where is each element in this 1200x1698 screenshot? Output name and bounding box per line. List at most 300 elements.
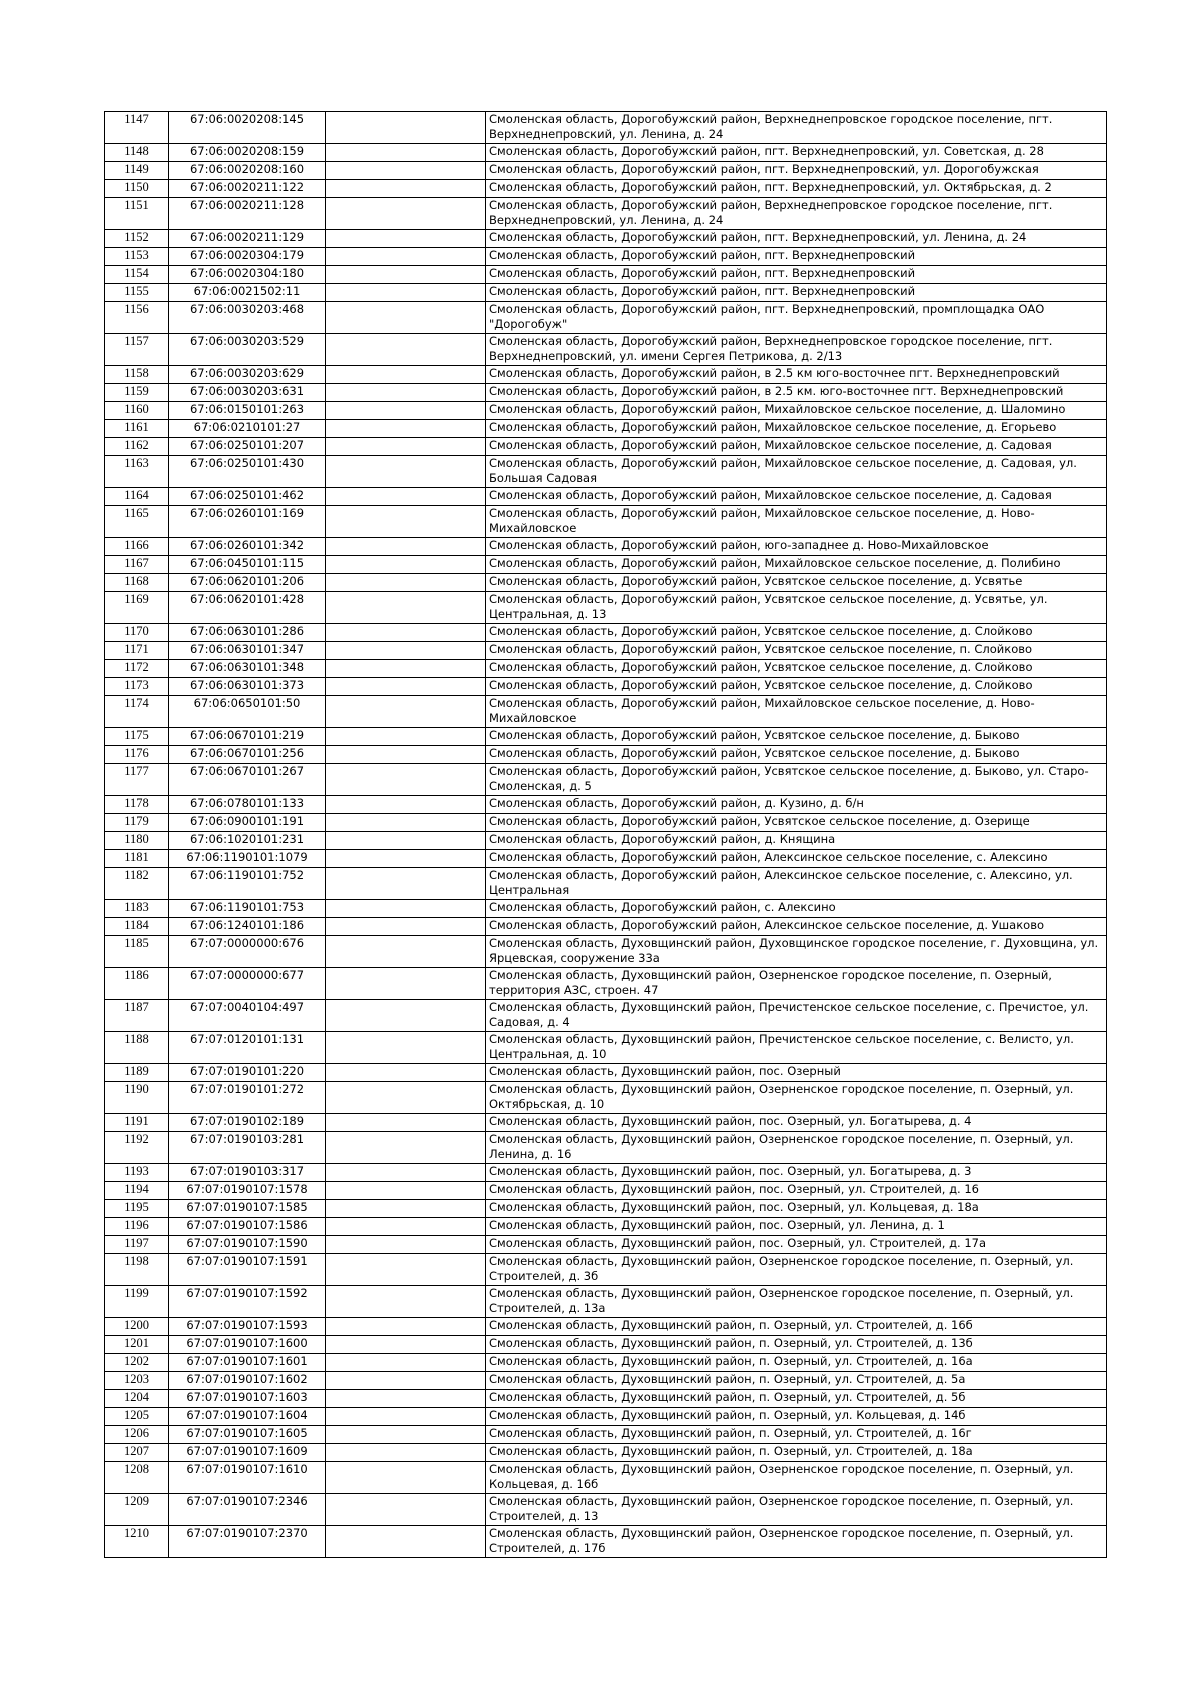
address: Смоленская область, Дорогобужский район, пгт. Верхнеднепровский bbox=[486, 248, 1107, 266]
table-row bbox=[105, 334, 1107, 366]
row-number: 1190 bbox=[105, 1082, 169, 1114]
table-row bbox=[105, 592, 1107, 624]
cadastral-number: 67:06:0150101:263 bbox=[169, 402, 326, 420]
address: Смоленская область, Духовщинский район, п. Озерный, ул. Строителей, д. 16б bbox=[486, 1318, 1107, 1336]
row-number: 1171 bbox=[105, 642, 169, 660]
address: Смоленская область, Дорогобужский район, Алексинское сельское поселение, д. Ушаково bbox=[486, 918, 1107, 936]
row-number: 1200 bbox=[105, 1318, 169, 1336]
address: Смоленская область, Дорогобужский район, Верхнеднепровское городское поселение, пгт. Верхнеднепровский, ул. имени Сергея Петрикова, д. 2/13 bbox=[486, 334, 1107, 366]
address: Смоленская область, Дорогобужский район, Усвятское сельское поселение, д. Усвятье bbox=[486, 574, 1107, 592]
empty-cell bbox=[326, 402, 486, 420]
address: Смоленская область, Дорогобужский район, Михайловское сельское поселение, д. Шаломино bbox=[486, 402, 1107, 420]
cadastral-number: 67:06:0030203:629 bbox=[169, 366, 326, 384]
empty-cell bbox=[326, 284, 486, 302]
table-row bbox=[105, 814, 1107, 832]
address: Смоленская область, Дорогобужский район, Алексинское сельское поселение, с. Алексино, ул. Центральная bbox=[486, 868, 1107, 900]
cadastral-number: 67:06:0260101:342 bbox=[169, 538, 326, 556]
row-number: 1177 bbox=[105, 764, 169, 796]
address: Смоленская область, Духовщинский район, п. Озерный, ул. Строителей, д. 5а bbox=[486, 1372, 1107, 1390]
row-number: 1158 bbox=[105, 366, 169, 384]
empty-cell bbox=[326, 366, 486, 384]
row-number: 1167 bbox=[105, 556, 169, 574]
cadastral-number: 67:07:0190107:1603 bbox=[169, 1390, 326, 1408]
cadastral-number: 67:07:0190107:1592 bbox=[169, 1286, 326, 1318]
table-row bbox=[105, 266, 1107, 284]
address: Смоленская область, Дорогобужский район, пгт. Верхнеднепровский, ул. Дорогобужская bbox=[486, 162, 1107, 180]
table-row bbox=[105, 284, 1107, 302]
cadastral-number: 67:06:0021502:11 bbox=[169, 284, 326, 302]
table-row bbox=[105, 456, 1107, 488]
table-row bbox=[105, 1254, 1107, 1286]
empty-cell bbox=[326, 1354, 486, 1372]
table-row bbox=[105, 1336, 1107, 1354]
empty-cell bbox=[326, 1318, 486, 1336]
table-row bbox=[105, 574, 1107, 592]
row-number: 1206 bbox=[105, 1426, 169, 1444]
address: Смоленская область, Духовщинский район, Озерненское городское поселение, п. Озерный, ул. Строителей, д. 13 bbox=[486, 1494, 1107, 1526]
table-row bbox=[105, 1408, 1107, 1426]
address: Смоленская область, Духовщинский район, Пречистенское сельское поселение, с. Велисто, ул. Центральная, д. 10 bbox=[486, 1032, 1107, 1064]
cadastral-number: 67:06:0020208:159 bbox=[169, 144, 326, 162]
empty-cell bbox=[326, 1218, 486, 1236]
address: Смоленская область, Дорогобужский район, пгт. Верхнеднепровский, промплощадка ОАО "Дорогобуж" bbox=[486, 302, 1107, 334]
empty-cell bbox=[326, 832, 486, 850]
empty-cell bbox=[326, 592, 486, 624]
cadastral-number: 67:07:0190107:1590 bbox=[169, 1236, 326, 1254]
cadastral-number: 67:06:0250101:430 bbox=[169, 456, 326, 488]
cadastral-number: 67:06:1190101:752 bbox=[169, 868, 326, 900]
row-number: 1176 bbox=[105, 746, 169, 764]
table-row bbox=[105, 248, 1107, 266]
cadastral-number: 67:06:0670101:219 bbox=[169, 728, 326, 746]
table-row bbox=[105, 850, 1107, 868]
address: Смоленская область, Духовщинский район, Озерненское городское поселение, п. Озерный, территория АЗС, строен. 47 bbox=[486, 968, 1107, 1000]
row-number: 1208 bbox=[105, 1462, 169, 1494]
cadastral-number: 67:06:0020208:145 bbox=[169, 112, 326, 144]
empty-cell bbox=[326, 438, 486, 456]
address: Смоленская область, Духовщинский район, п. Озерный, ул. Строителей, д. 16а bbox=[486, 1354, 1107, 1372]
row-number: 1192 bbox=[105, 1132, 169, 1164]
table-row bbox=[105, 162, 1107, 180]
table-row bbox=[105, 968, 1107, 1000]
row-number: 1154 bbox=[105, 266, 169, 284]
cadastral-number: 67:06:0030203:468 bbox=[169, 302, 326, 334]
cadastral-number: 67:06:0630101:347 bbox=[169, 642, 326, 660]
address: Смоленская область, Дорогобужский район, пгт. Верхнеднепровский, ул. Октябрьская, д. 2 bbox=[486, 180, 1107, 198]
registry-table-body bbox=[105, 112, 1107, 1558]
empty-cell bbox=[326, 1254, 486, 1286]
table-row bbox=[105, 678, 1107, 696]
cadastral-number: 67:06:0030203:631 bbox=[169, 384, 326, 402]
cadastral-number: 67:07:0190107:1591 bbox=[169, 1254, 326, 1286]
row-number: 1173 bbox=[105, 678, 169, 696]
row-number: 1181 bbox=[105, 850, 169, 868]
address: Смоленская область, Дорогобужский район, Алексинское сельское поселение, с. Алексино bbox=[486, 850, 1107, 868]
address: Смоленская область, Духовщинский район, пос. Озерный, ул. Богатырева, д. 3 bbox=[486, 1164, 1107, 1182]
address: Смоленская область, Дорогобужский район, Усвятское сельское поселение, д. Усвятье, ул. Центральная, д. 13 bbox=[486, 592, 1107, 624]
cadastral-number: 67:07:0190102:189 bbox=[169, 1114, 326, 1132]
row-number: 1149 bbox=[105, 162, 169, 180]
table-row bbox=[105, 180, 1107, 198]
row-number: 1172 bbox=[105, 660, 169, 678]
address: Смоленская область, Духовщинский район, п. Озерный, ул. Строителей, д. 18а bbox=[486, 1444, 1107, 1462]
address: Смоленская область, Дорогобужский район, пгт. Верхнеднепровский bbox=[486, 284, 1107, 302]
empty-cell bbox=[326, 574, 486, 592]
row-number: 1184 bbox=[105, 918, 169, 936]
address: Смоленская область, Дорогобужский район, пгт. Верхнеднепровский bbox=[486, 266, 1107, 284]
row-number: 1203 bbox=[105, 1372, 169, 1390]
cadastral-number: 67:06:0630101:348 bbox=[169, 660, 326, 678]
cadastral-number: 67:07:0040104:497 bbox=[169, 1000, 326, 1032]
cadastral-number: 67:07:0190107:1601 bbox=[169, 1354, 326, 1372]
row-number: 1201 bbox=[105, 1336, 169, 1354]
row-number: 1186 bbox=[105, 968, 169, 1000]
empty-cell bbox=[326, 1200, 486, 1218]
table-row bbox=[105, 112, 1107, 144]
empty-cell bbox=[326, 660, 486, 678]
address: Смоленская область, Дорогобужский район, Михайловское сельское поселение, д. Ново-Михайловское bbox=[486, 696, 1107, 728]
table-row bbox=[105, 1200, 1107, 1218]
table-row bbox=[105, 230, 1107, 248]
row-number: 1187 bbox=[105, 1000, 169, 1032]
row-number: 1196 bbox=[105, 1218, 169, 1236]
empty-cell bbox=[326, 814, 486, 832]
address: Смоленская область, Дорогобужский район, Усвятское сельское поселение, д. Слойково bbox=[486, 624, 1107, 642]
address: Смоленская область, Духовщинский район, Озерненское городское поселение, п. Озерный, ул. Строителей, д. 3б bbox=[486, 1254, 1107, 1286]
table-row bbox=[105, 384, 1107, 402]
cadastral-number: 67:06:0030203:529 bbox=[169, 334, 326, 366]
empty-cell bbox=[326, 1444, 486, 1462]
address: Смоленская область, Дорогобужский район, пгт. Верхнеднепровский, ул. Советская, д. 28 bbox=[486, 144, 1107, 162]
empty-cell bbox=[326, 642, 486, 660]
row-number: 1159 bbox=[105, 384, 169, 402]
address: Смоленская область, Дорогобужский район, Михайловское сельское поселение, д. Егорьево bbox=[486, 420, 1107, 438]
row-number: 1174 bbox=[105, 696, 169, 728]
empty-cell bbox=[326, 144, 486, 162]
empty-cell bbox=[326, 1164, 486, 1182]
cadastral-number: 67:06:0670101:256 bbox=[169, 746, 326, 764]
address: Смоленская область, Духовщинский район, Озерненское городское поселение, п. Озерный, ул. Строителей, д. 17б bbox=[486, 1526, 1107, 1558]
empty-cell bbox=[326, 266, 486, 284]
row-number: 1157 bbox=[105, 334, 169, 366]
table-row bbox=[105, 1286, 1107, 1318]
address: Смоленская область, Дорогобужский район, Усвятское сельское поселение, п. Слойково bbox=[486, 642, 1107, 660]
table-row bbox=[105, 936, 1107, 968]
address: Смоленская область, Дорогобужский район, Верхнеднепровское городское поселение, пгт. Верхнеднепровский, ул. Ленина, д. 24 bbox=[486, 198, 1107, 230]
table-row bbox=[105, 366, 1107, 384]
cadastral-number: 67:06:0620101:428 bbox=[169, 592, 326, 624]
cadastral-number: 67:07:0190101:220 bbox=[169, 1064, 326, 1082]
empty-cell bbox=[326, 248, 486, 266]
empty-cell bbox=[326, 488, 486, 506]
address: Смоленская область, Дорогобужский район, Михайловское сельское поселение, д. Полибино bbox=[486, 556, 1107, 574]
cadastral-number: 67:07:0120101:131 bbox=[169, 1032, 326, 1064]
cadastral-number: 67:07:0190107:1604 bbox=[169, 1408, 326, 1426]
row-number: 1156 bbox=[105, 302, 169, 334]
row-number: 1155 bbox=[105, 284, 169, 302]
row-number: 1165 bbox=[105, 506, 169, 538]
address: Смоленская область, Дорогобужский район, Усвятское сельское поселение, д. Быково, ул. Старо-Смоленская, д. 5 bbox=[486, 764, 1107, 796]
address: Смоленская область, Духовщинский район, пос. Озерный, ул. Строителей, д. 17а bbox=[486, 1236, 1107, 1254]
table-row bbox=[105, 1444, 1107, 1462]
empty-cell bbox=[326, 180, 486, 198]
cadastral-number: 67:06:1190101:753 bbox=[169, 900, 326, 918]
row-number: 1179 bbox=[105, 814, 169, 832]
address: Смоленская область, Духовщинский район, Озерненское городское поселение, п. Озерный, ул. Октябрьская, д. 10 bbox=[486, 1082, 1107, 1114]
cadastral-number: 67:06:0250101:462 bbox=[169, 488, 326, 506]
cadastral-number: 67:06:0250101:207 bbox=[169, 438, 326, 456]
empty-cell bbox=[326, 1132, 486, 1164]
row-number: 1204 bbox=[105, 1390, 169, 1408]
address: Смоленская область, Дорогобужский район, д. Кузино, д. б/н bbox=[486, 796, 1107, 814]
empty-cell bbox=[326, 1182, 486, 1200]
row-number: 1151 bbox=[105, 198, 169, 230]
cadastral-number: 67:06:0450101:115 bbox=[169, 556, 326, 574]
table-row bbox=[105, 1236, 1107, 1254]
address: Смоленская область, Духовщинский район, Пречистенское сельское поселение, с. Пречистое, ул. Садовая, д. 4 bbox=[486, 1000, 1107, 1032]
address: Смоленская область, Духовщинский район, п. Озерный, ул. Строителей, д. 13б bbox=[486, 1336, 1107, 1354]
address: Смоленская область, Дорогобужский район, Михайловское сельское поселение, д. Садовая bbox=[486, 438, 1107, 456]
address: Смоленская область, Духовщинский район, Озерненское городское поселение, п. Озерный, ул. Строителей, д. 13а bbox=[486, 1286, 1107, 1318]
table-row bbox=[105, 1462, 1107, 1494]
address: Смоленская область, Дорогобужский район, юго-западнее д. Ново-Михайловское bbox=[486, 538, 1107, 556]
row-number: 1207 bbox=[105, 1444, 169, 1462]
row-number: 1189 bbox=[105, 1064, 169, 1082]
cadastral-number: 67:07:0190101:272 bbox=[169, 1082, 326, 1114]
table-row bbox=[105, 506, 1107, 538]
empty-cell bbox=[326, 1082, 486, 1114]
table-row bbox=[105, 198, 1107, 230]
table-row bbox=[105, 796, 1107, 814]
empty-cell bbox=[326, 796, 486, 814]
table-row bbox=[105, 1032, 1107, 1064]
table-row bbox=[105, 746, 1107, 764]
cadastral-number: 67:06:0020208:160 bbox=[169, 162, 326, 180]
table-row bbox=[105, 696, 1107, 728]
address: Смоленская область, Дорогобужский район, в 2.5 км. юго-восточнее пгт. Верхнеднепровский bbox=[486, 384, 1107, 402]
table-row bbox=[105, 1000, 1107, 1032]
cadastral-number: 67:07:0190107:1610 bbox=[169, 1462, 326, 1494]
row-number: 1178 bbox=[105, 796, 169, 814]
table-row bbox=[105, 764, 1107, 796]
table-row bbox=[105, 302, 1107, 334]
row-number: 1188 bbox=[105, 1032, 169, 1064]
empty-cell bbox=[326, 384, 486, 402]
empty-cell bbox=[326, 900, 486, 918]
empty-cell bbox=[326, 420, 486, 438]
address: Смоленская область, Духовщинский район, Озерненское городское поселение, п. Озерный, ул. Кольцевая, д. 16б bbox=[486, 1462, 1107, 1494]
cadastral-number: 67:06:0780101:133 bbox=[169, 796, 326, 814]
row-number: 1160 bbox=[105, 402, 169, 420]
table-row bbox=[105, 402, 1107, 420]
table-row bbox=[105, 488, 1107, 506]
address: Смоленская область, Дорогобужский район, в 2.5 км юго-восточнее пгт. Верхнеднепровский bbox=[486, 366, 1107, 384]
row-number: 1209 bbox=[105, 1494, 169, 1526]
empty-cell bbox=[326, 506, 486, 538]
table-row bbox=[105, 538, 1107, 556]
row-number: 1180 bbox=[105, 832, 169, 850]
empty-cell bbox=[326, 1114, 486, 1132]
cadastral-number: 67:07:0190103:281 bbox=[169, 1132, 326, 1164]
table-row bbox=[105, 1526, 1107, 1558]
address: Смоленская область, Дорогобужский район, Михайловское сельское поселение, д. Ново-Михайловское bbox=[486, 506, 1107, 538]
table-row bbox=[105, 1064, 1107, 1082]
cadastral-number: 67:06:0210101:27 bbox=[169, 420, 326, 438]
table-row bbox=[105, 918, 1107, 936]
empty-cell bbox=[326, 556, 486, 574]
empty-cell bbox=[326, 1236, 486, 1254]
table-row bbox=[105, 1218, 1107, 1236]
empty-cell bbox=[326, 1408, 486, 1426]
table-row bbox=[105, 420, 1107, 438]
table-row bbox=[105, 1494, 1107, 1526]
row-number: 1162 bbox=[105, 438, 169, 456]
cadastral-number: 67:06:0630101:373 bbox=[169, 678, 326, 696]
address: Смоленская область, Духовщинский район, пос. Озерный, ул. Кольцевая, д. 18а bbox=[486, 1200, 1107, 1218]
row-number: 1147 bbox=[105, 112, 169, 144]
table-row bbox=[105, 144, 1107, 162]
table-row bbox=[105, 1372, 1107, 1390]
empty-cell bbox=[326, 868, 486, 900]
address: Смоленская область, Духовщинский район, Озерненское городское поселение, п. Озерный, ул. Ленина, д. 16 bbox=[486, 1132, 1107, 1164]
cadastral-number: 67:06:1190101:1079 bbox=[169, 850, 326, 868]
table-row bbox=[105, 1082, 1107, 1114]
cadastral-number: 67:06:0020211:129 bbox=[169, 230, 326, 248]
cadastral-number: 67:07:0190103:317 bbox=[169, 1164, 326, 1182]
table-row bbox=[105, 1132, 1107, 1164]
cadastral-number: 67:07:0190107:1578 bbox=[169, 1182, 326, 1200]
empty-cell bbox=[326, 850, 486, 868]
row-number: 1198 bbox=[105, 1254, 169, 1286]
row-number: 1182 bbox=[105, 868, 169, 900]
row-number: 1168 bbox=[105, 574, 169, 592]
empty-cell bbox=[326, 936, 486, 968]
cadastral-number: 67:07:0190107:1600 bbox=[169, 1336, 326, 1354]
row-number: 1170 bbox=[105, 624, 169, 642]
row-number: 1193 bbox=[105, 1164, 169, 1182]
table-row bbox=[105, 832, 1107, 850]
address: Смоленская область, Духовщинский район, пос. Озерный, ул. Строителей, д. 16 bbox=[486, 1182, 1107, 1200]
empty-cell bbox=[326, 1000, 486, 1032]
row-number: 1183 bbox=[105, 900, 169, 918]
table-row bbox=[105, 868, 1107, 900]
table-row bbox=[105, 1390, 1107, 1408]
cadastral-number: 67:07:0190107:1586 bbox=[169, 1218, 326, 1236]
table-row bbox=[105, 642, 1107, 660]
table-row bbox=[105, 438, 1107, 456]
row-number: 1148 bbox=[105, 144, 169, 162]
empty-cell bbox=[326, 1426, 486, 1444]
address: Смоленская область, Духовщинский район, пос. Озерный, ул. Ленина, д. 1 bbox=[486, 1218, 1107, 1236]
empty-cell bbox=[326, 1526, 486, 1558]
cadastral-number: 67:06:0630101:286 bbox=[169, 624, 326, 642]
cadastral-number: 67:06:0900101:191 bbox=[169, 814, 326, 832]
empty-cell bbox=[326, 1286, 486, 1318]
empty-cell bbox=[326, 334, 486, 366]
table-row bbox=[105, 660, 1107, 678]
table-row bbox=[105, 1164, 1107, 1182]
row-number: 1169 bbox=[105, 592, 169, 624]
address: Смоленская область, Дорогобужский район, с. Алексино bbox=[486, 900, 1107, 918]
empty-cell bbox=[326, 764, 486, 796]
address: Смоленская область, Духовщинский район, Духовщинское городское поселение, г. Духовщина, ул. Ярцевская, сооружение 33а bbox=[486, 936, 1107, 968]
cadastral-number: 67:06:0020304:179 bbox=[169, 248, 326, 266]
empty-cell bbox=[326, 918, 486, 936]
table-row bbox=[105, 1114, 1107, 1132]
address: Смоленская область, Дорогобужский район, Усвятское сельское поселение, д. Быково bbox=[486, 728, 1107, 746]
table-row bbox=[105, 1354, 1107, 1372]
cadastral-number: 67:06:0670101:267 bbox=[169, 764, 326, 796]
empty-cell bbox=[326, 538, 486, 556]
empty-cell bbox=[326, 1462, 486, 1494]
empty-cell bbox=[326, 1390, 486, 1408]
empty-cell bbox=[326, 968, 486, 1000]
row-number: 1175 bbox=[105, 728, 169, 746]
row-number: 1191 bbox=[105, 1114, 169, 1132]
empty-cell bbox=[326, 1032, 486, 1064]
empty-cell bbox=[326, 696, 486, 728]
table-row bbox=[105, 1318, 1107, 1336]
row-number: 1202 bbox=[105, 1354, 169, 1372]
cadastral-number: 67:07:0190107:1609 bbox=[169, 1444, 326, 1462]
address: Смоленская область, Дорогобужский район, Усвятское сельское поселение, д. Слойково bbox=[486, 660, 1107, 678]
row-number: 1205 bbox=[105, 1408, 169, 1426]
cadastral-number: 67:06:0020304:180 bbox=[169, 266, 326, 284]
row-number: 1210 bbox=[105, 1526, 169, 1558]
cadastral-number: 67:07:0000000:676 bbox=[169, 936, 326, 968]
table-row bbox=[105, 556, 1107, 574]
cadastral-number: 67:06:0260101:169 bbox=[169, 506, 326, 538]
empty-cell bbox=[326, 1064, 486, 1082]
empty-cell bbox=[326, 624, 486, 642]
table-row bbox=[105, 1182, 1107, 1200]
empty-cell bbox=[326, 678, 486, 696]
cadastral-number: 67:07:0190107:1585 bbox=[169, 1200, 326, 1218]
cadastral-number: 67:06:0620101:206 bbox=[169, 574, 326, 592]
empty-cell bbox=[326, 230, 486, 248]
address: Смоленская область, Дорогобужский район, д. Княщина bbox=[486, 832, 1107, 850]
row-number: 1153 bbox=[105, 248, 169, 266]
cadastral-number: 67:06:0020211:128 bbox=[169, 198, 326, 230]
cadastral-number: 67:07:0190107:1593 bbox=[169, 1318, 326, 1336]
row-number: 1152 bbox=[105, 230, 169, 248]
address: Смоленская область, Духовщинский район, п. Озерный, ул. Строителей, д. 16г bbox=[486, 1426, 1107, 1444]
cadastral-number: 67:06:0650101:50 bbox=[169, 696, 326, 728]
address: Смоленская область, Дорогобужский район, Михайловское сельское поселение, д. Садовая bbox=[486, 488, 1107, 506]
empty-cell bbox=[326, 1494, 486, 1526]
empty-cell bbox=[326, 746, 486, 764]
empty-cell bbox=[326, 198, 486, 230]
cadastral-number: 67:07:0190107:2370 bbox=[169, 1526, 326, 1558]
address: Смоленская область, Дорогобужский район, Усвятское сельское поселение, д. Слойково bbox=[486, 678, 1107, 696]
address: Смоленская область, Духовщинский район, пос. Озерный, ул. Богатырева, д. 4 bbox=[486, 1114, 1107, 1132]
address: Смоленская область, Духовщинский район, пос. Озерный bbox=[486, 1064, 1107, 1082]
address: Смоленская область, Дорогобужский район, Михайловское сельское поселение, д. Садовая, ул. Большая Садовая bbox=[486, 456, 1107, 488]
table-row bbox=[105, 728, 1107, 746]
empty-cell bbox=[326, 112, 486, 144]
row-number: 1150 bbox=[105, 180, 169, 198]
cadastral-number: 67:07:0000000:677 bbox=[169, 968, 326, 1000]
row-number: 1194 bbox=[105, 1182, 169, 1200]
address: Смоленская область, Дорогобужский район, Усвятское сельское поселение, д. Быково bbox=[486, 746, 1107, 764]
address: Смоленская область, Дорогобужский район, Усвятское сельское поселение, д. Озерище bbox=[486, 814, 1107, 832]
empty-cell bbox=[326, 302, 486, 334]
table-row bbox=[105, 1426, 1107, 1444]
empty-cell bbox=[326, 1372, 486, 1390]
address: Смоленская область, Дорогобужский район, Верхнеднепровское городское поселение, пгт. Верхнеднепровский, ул. Ленина, д. 24 bbox=[486, 112, 1107, 144]
row-number: 1164 bbox=[105, 488, 169, 506]
row-number: 1197 bbox=[105, 1236, 169, 1254]
